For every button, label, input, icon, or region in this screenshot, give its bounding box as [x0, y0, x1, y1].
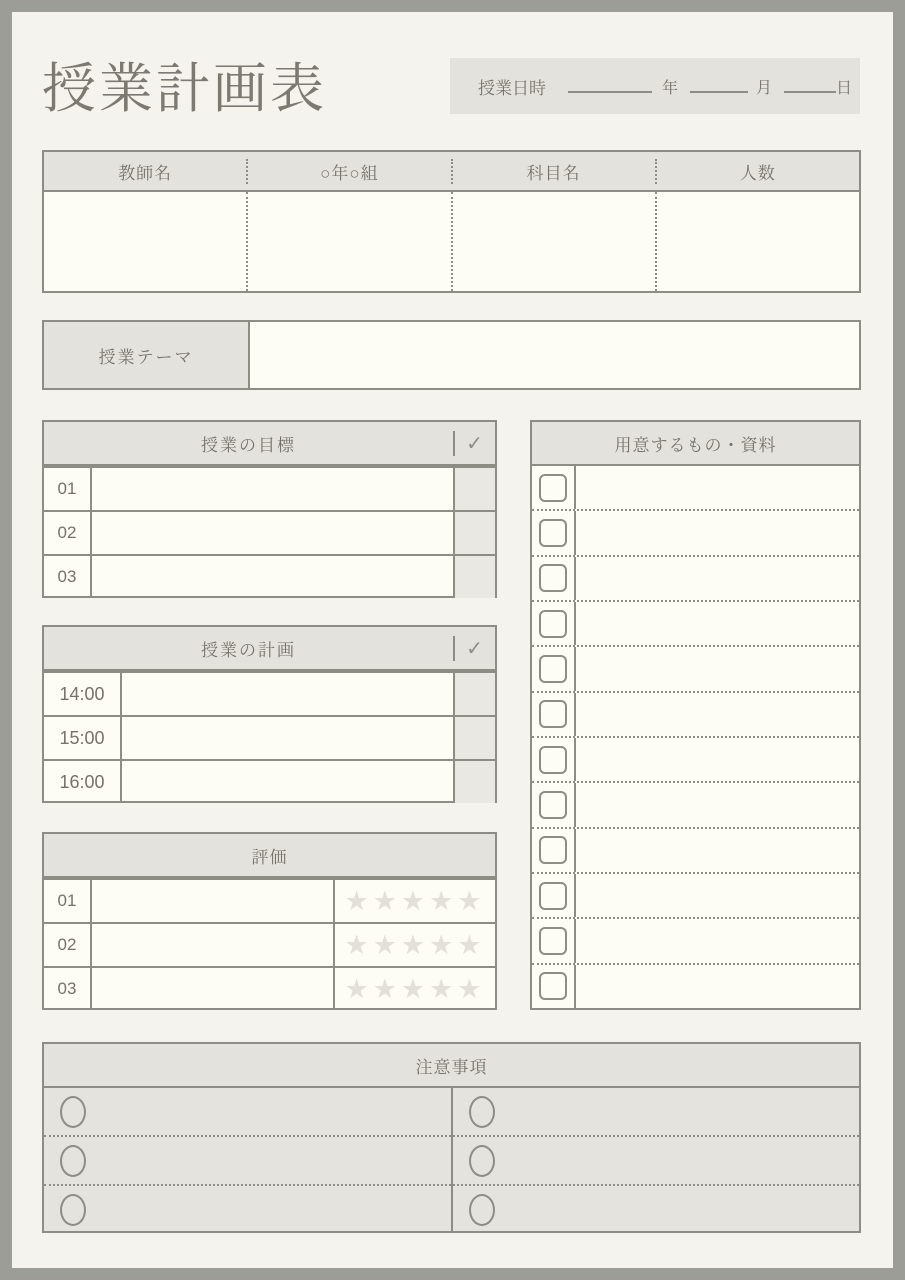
material-text-field[interactable] [576, 829, 859, 872]
material-check-cell [532, 693, 576, 736]
notes-title: 注意事項 [415, 1057, 488, 1077]
material-check-cell [532, 602, 576, 645]
note-row [453, 1184, 860, 1233]
evaluation-header-row [44, 834, 495, 878]
goal-row [44, 554, 495, 598]
goal-check-cell[interactable] [453, 468, 495, 510]
evaluation-row [44, 922, 495, 966]
material-text-field[interactable] [576, 511, 859, 554]
note-text-field[interactable] [86, 1088, 451, 1135]
grade-class-header: ○年○組 [246, 159, 450, 184]
date-label: 授業日時 [478, 78, 546, 98]
material-row [532, 691, 859, 736]
evaluation-text-field[interactable] [92, 968, 333, 1010]
checkbox-icon[interactable] [539, 746, 567, 774]
checkmark-icon: ✓ [453, 431, 495, 456]
material-check-cell [532, 466, 576, 509]
lesson-plan-table [42, 625, 497, 803]
note-row [453, 1088, 860, 1135]
checkbox-icon[interactable] [539, 927, 567, 955]
material-row [532, 509, 859, 554]
note-row [44, 1088, 451, 1135]
material-text-field[interactable] [576, 783, 859, 826]
goal-text-field[interactable] [92, 556, 453, 598]
material-check-cell [532, 738, 576, 781]
note-text-field[interactable] [86, 1137, 451, 1184]
materials-body [532, 466, 859, 1008]
goal-number: 02 [44, 512, 92, 554]
plan-row [44, 715, 495, 759]
subject-name-header: 科目名 [451, 159, 655, 184]
teacher-name-header: 教師名 [118, 163, 173, 183]
checkbox-icon[interactable] [539, 564, 567, 592]
day-field[interactable] [784, 79, 836, 93]
material-check-cell [532, 874, 576, 917]
goal-text-field[interactable] [92, 468, 453, 510]
materials-header-row [532, 422, 859, 466]
material-text-field[interactable] [576, 647, 859, 690]
lesson-theme-row [42, 320, 861, 390]
evaluation-text-field[interactable] [92, 880, 333, 922]
checkbox-icon[interactable] [539, 519, 567, 547]
evaluation-number: 03 [44, 968, 92, 1010]
subject-name-field[interactable] [451, 192, 655, 291]
goal-check-cell[interactable] [453, 556, 495, 598]
material-row [532, 555, 859, 600]
note-text-field[interactable] [495, 1186, 860, 1233]
material-row [532, 645, 859, 690]
notes-column-left [44, 1088, 451, 1233]
star-rating[interactable]: ★★★★★ [333, 880, 495, 922]
plan-check-cell[interactable] [453, 717, 495, 759]
student-count-header: 人数 [655, 159, 859, 184]
notes-table [42, 1042, 861, 1233]
plan-text-field[interactable] [122, 761, 453, 803]
lesson-date-box [450, 58, 860, 114]
material-text-field[interactable] [576, 874, 859, 917]
star-rating[interactable]: ★★★★★ [333, 968, 495, 1010]
checkbox-icon[interactable] [539, 474, 567, 502]
notes-body [44, 1088, 859, 1233]
circle-bullet-icon [60, 1194, 86, 1226]
note-row [453, 1135, 860, 1184]
grade-class-field[interactable] [246, 192, 450, 291]
evaluation-text-field[interactable] [92, 924, 333, 966]
material-check-cell [532, 647, 576, 690]
plan-check-cell[interactable] [453, 673, 495, 715]
material-row [532, 963, 859, 1008]
goal-number: 01 [44, 468, 92, 510]
goal-row [44, 466, 495, 510]
checkbox-icon[interactable] [539, 655, 567, 683]
material-row [532, 872, 859, 917]
note-row [44, 1135, 451, 1184]
class-info-body-row [44, 192, 859, 291]
circle-bullet-icon [469, 1145, 495, 1177]
material-check-cell [532, 557, 576, 600]
goal-text-field[interactable] [92, 512, 453, 554]
plan-text-field[interactable] [122, 717, 453, 759]
note-text-field[interactable] [495, 1088, 860, 1135]
class-info-table [42, 150, 861, 293]
circle-bullet-icon [469, 1194, 495, 1226]
evaluation-title: 評価 [251, 847, 288, 867]
checkbox-icon[interactable] [539, 882, 567, 910]
materials-title: 用意するもの・資料 [614, 435, 777, 455]
evaluation-row [44, 966, 495, 1010]
material-text-field[interactable] [576, 738, 859, 781]
page-title: 授業計画表 [42, 59, 327, 119]
material-row [532, 600, 859, 645]
evaluation-number: 01 [44, 880, 92, 922]
checkbox-icon[interactable] [539, 700, 567, 728]
circle-bullet-icon [60, 1145, 86, 1177]
plan-time: 15:00 [44, 717, 122, 759]
day-unit-label: 日 [836, 79, 853, 97]
goal-number: 03 [44, 556, 92, 598]
notes-column-right [451, 1088, 860, 1233]
plan-time: 16:00 [44, 761, 122, 803]
material-text-field[interactable] [576, 965, 859, 1008]
teacher-name-field[interactable] [44, 192, 246, 291]
lesson-goals-header-row [44, 422, 495, 466]
goal-row [44, 510, 495, 554]
material-check-cell [532, 829, 576, 872]
month-field[interactable] [690, 79, 748, 93]
note-text-field[interactable] [495, 1137, 860, 1184]
material-text-field[interactable] [576, 466, 859, 509]
material-text-field[interactable] [576, 602, 859, 645]
lesson-theme-label: 授業テーマ [44, 322, 250, 388]
checkbox-icon[interactable] [539, 836, 567, 864]
month-unit-label: 月 [756, 79, 773, 97]
material-check-cell [532, 965, 576, 1008]
note-text-field[interactable] [86, 1186, 451, 1233]
material-text-field[interactable] [576, 693, 859, 736]
material-row [532, 466, 859, 509]
star-rating[interactable]: ★★★★★ [333, 924, 495, 966]
plan-check-cell[interactable] [453, 761, 495, 803]
checkbox-icon[interactable] [539, 972, 567, 1000]
checkmark-icon: ✓ [453, 636, 495, 661]
class-info-header-row [44, 152, 859, 192]
lesson-goals-title: 授業の目標 [201, 435, 296, 455]
material-check-cell [532, 511, 576, 554]
plan-row [44, 671, 495, 715]
lesson-plan-header-row [44, 627, 495, 671]
plan-time: 14:00 [44, 673, 122, 715]
evaluation-row [44, 878, 495, 922]
material-check-cell [532, 783, 576, 826]
material-row [532, 827, 859, 872]
material-row [532, 917, 859, 962]
notes-header-row [44, 1044, 859, 1088]
year-unit-label: 年 [662, 79, 679, 97]
material-text-field[interactable] [576, 557, 859, 600]
plan-row [44, 759, 495, 803]
material-text-field[interactable] [576, 919, 859, 962]
material-row [532, 781, 859, 826]
plan-text-field[interactable] [122, 673, 453, 715]
note-row [44, 1184, 451, 1233]
evaluation-table [42, 832, 497, 1010]
goal-check-cell[interactable] [453, 512, 495, 554]
materials-table [530, 420, 861, 1010]
lesson-goals-table [42, 420, 497, 598]
lesson-plan-sheet [12, 12, 893, 1268]
circle-bullet-icon [469, 1096, 495, 1128]
year-field[interactable] [568, 79, 652, 93]
lesson-plan-title: 授業の計画 [201, 640, 296, 660]
material-row [532, 736, 859, 781]
lesson-theme-field[interactable] [250, 322, 859, 388]
material-check-cell [532, 919, 576, 962]
checkbox-icon[interactable] [539, 791, 567, 819]
student-count-field[interactable] [655, 192, 859, 291]
checkbox-icon[interactable] [539, 610, 567, 638]
evaluation-number: 02 [44, 924, 92, 966]
circle-bullet-icon [60, 1096, 86, 1128]
